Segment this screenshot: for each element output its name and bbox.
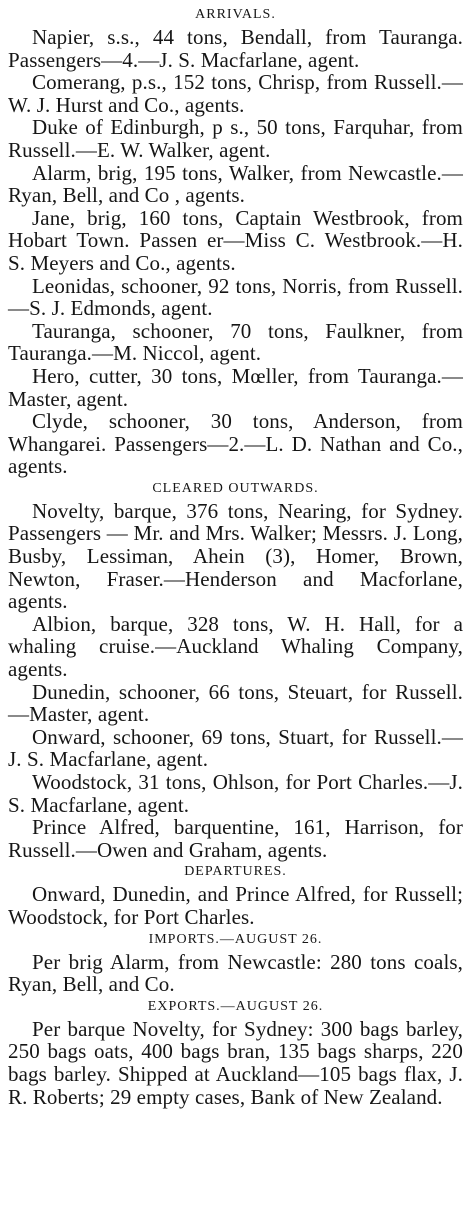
- section-heading-departures: DEPARTURES.: [184, 864, 287, 880]
- cleared-entry: Woodstock, 31 tons, Ohlson, for Port Charles.—J. S. Macfarlane, agent.: [8, 770, 463, 817]
- arrival-entry: Clyde, schooner, 30 tons, Anderson, from Whangarei. Passengers—2.—L. D. Nathan and Co., agents.: [8, 409, 463, 479]
- cleared-entry: Dunedin, schooner, 66 tons, Steuart, for Russell.—Master, agent.: [8, 679, 463, 727]
- departures-entry: Onward, Dunedin, and Prince Alfred, for Russell; Woodstock, for Port Charles.: [8, 882, 463, 929]
- arrival-entry: Jane, brig, 160 tons, Captain Westbrook, from Hobart Town. Passen er—Miss C. Westbrook.—H. S. Meyers and Co., agents.: [8, 205, 463, 275]
- section-heading-exports: EXPORTS.—AUGUST 26.: [147, 998, 324, 1014]
- exports-entry: Per barque Novelty, for Sydney: 300 bags barley, 250 bags oats, 400 bags bran, 135 bags sharps, 220 bags barley. Shipped at Auckland—105 bags flax, J. R. Roberts; 29 empty cases, Bank of New Zealand.: [8, 1016, 463, 1109]
- arrival-entry: Comerang, p.s., 152 tons, Chrisp, from Russell.—W. J. Hurst and Co., agents.: [8, 70, 463, 117]
- arrival-entry: Tauranga, schooner, 70 tons, Faulkner, from Tauranga.—M. Niccol, agent.: [8, 318, 463, 366]
- cleared-entry: Onward, schooner, 69 tons, Stuart, for Russell.—J. S. Macfarlane, agent.: [8, 724, 463, 772]
- section-heading-imports: IMPORTS.—AUGUST 26.: [148, 931, 323, 947]
- cleared-entry: Albion, barque, 328 tons, W. H. Hall, for a whaling cruise.—Auckland Whaling Company, agents.: [8, 611, 463, 682]
- arrival-entry: Duke of Edinburgh, p s., 50 tons, Farquhar, from Russell.—E. W. Walker, agent.: [8, 115, 463, 162]
- imports-entry: Per brig Alarm, from Newcastle: 280 tons coals, Ryan, Bell, and Co.: [8, 949, 463, 997]
- cleared-entry: Prince Alfred, barquentine, 161, Harrison, for Russell.—Owen and Graham, agents.: [8, 815, 463, 862]
- arrival-entry: Napier, s.s., 44 tons, Bendall, from Tauranga. Passengers—4.—J. S. Macfarlane, agent.: [8, 25, 463, 72]
- cleared-entry: Novelty, barque, 376 tons, Nearing, for Sydney. Passengers — Mr. and Mrs. Walker; Messrs. J. Long, Busby, Lessiman, Ahein (3), Homer, Brown, Newton, Fraser.—Henderson and Macforlane, agents.: [8, 498, 463, 614]
- section-heading-cleared-outwards: CLEARED OUTWARDS.: [152, 480, 319, 496]
- arrival-entry: Leonidas, schooner, 92 tons, Norris, from Russell.—S. J. Edmonds, agent.: [8, 273, 463, 321]
- arrival-entry: Alarm, brig, 195 tons, Walker, from Newcastle.—Ryan, Bell, and Co , agents.: [8, 160, 463, 208]
- arrival-entry: Hero, cutter, 30 tons, Mœller, from Tauranga.—Master, agent.: [8, 363, 463, 411]
- section-heading-arrivals: ARRIVALS.: [195, 7, 276, 22]
